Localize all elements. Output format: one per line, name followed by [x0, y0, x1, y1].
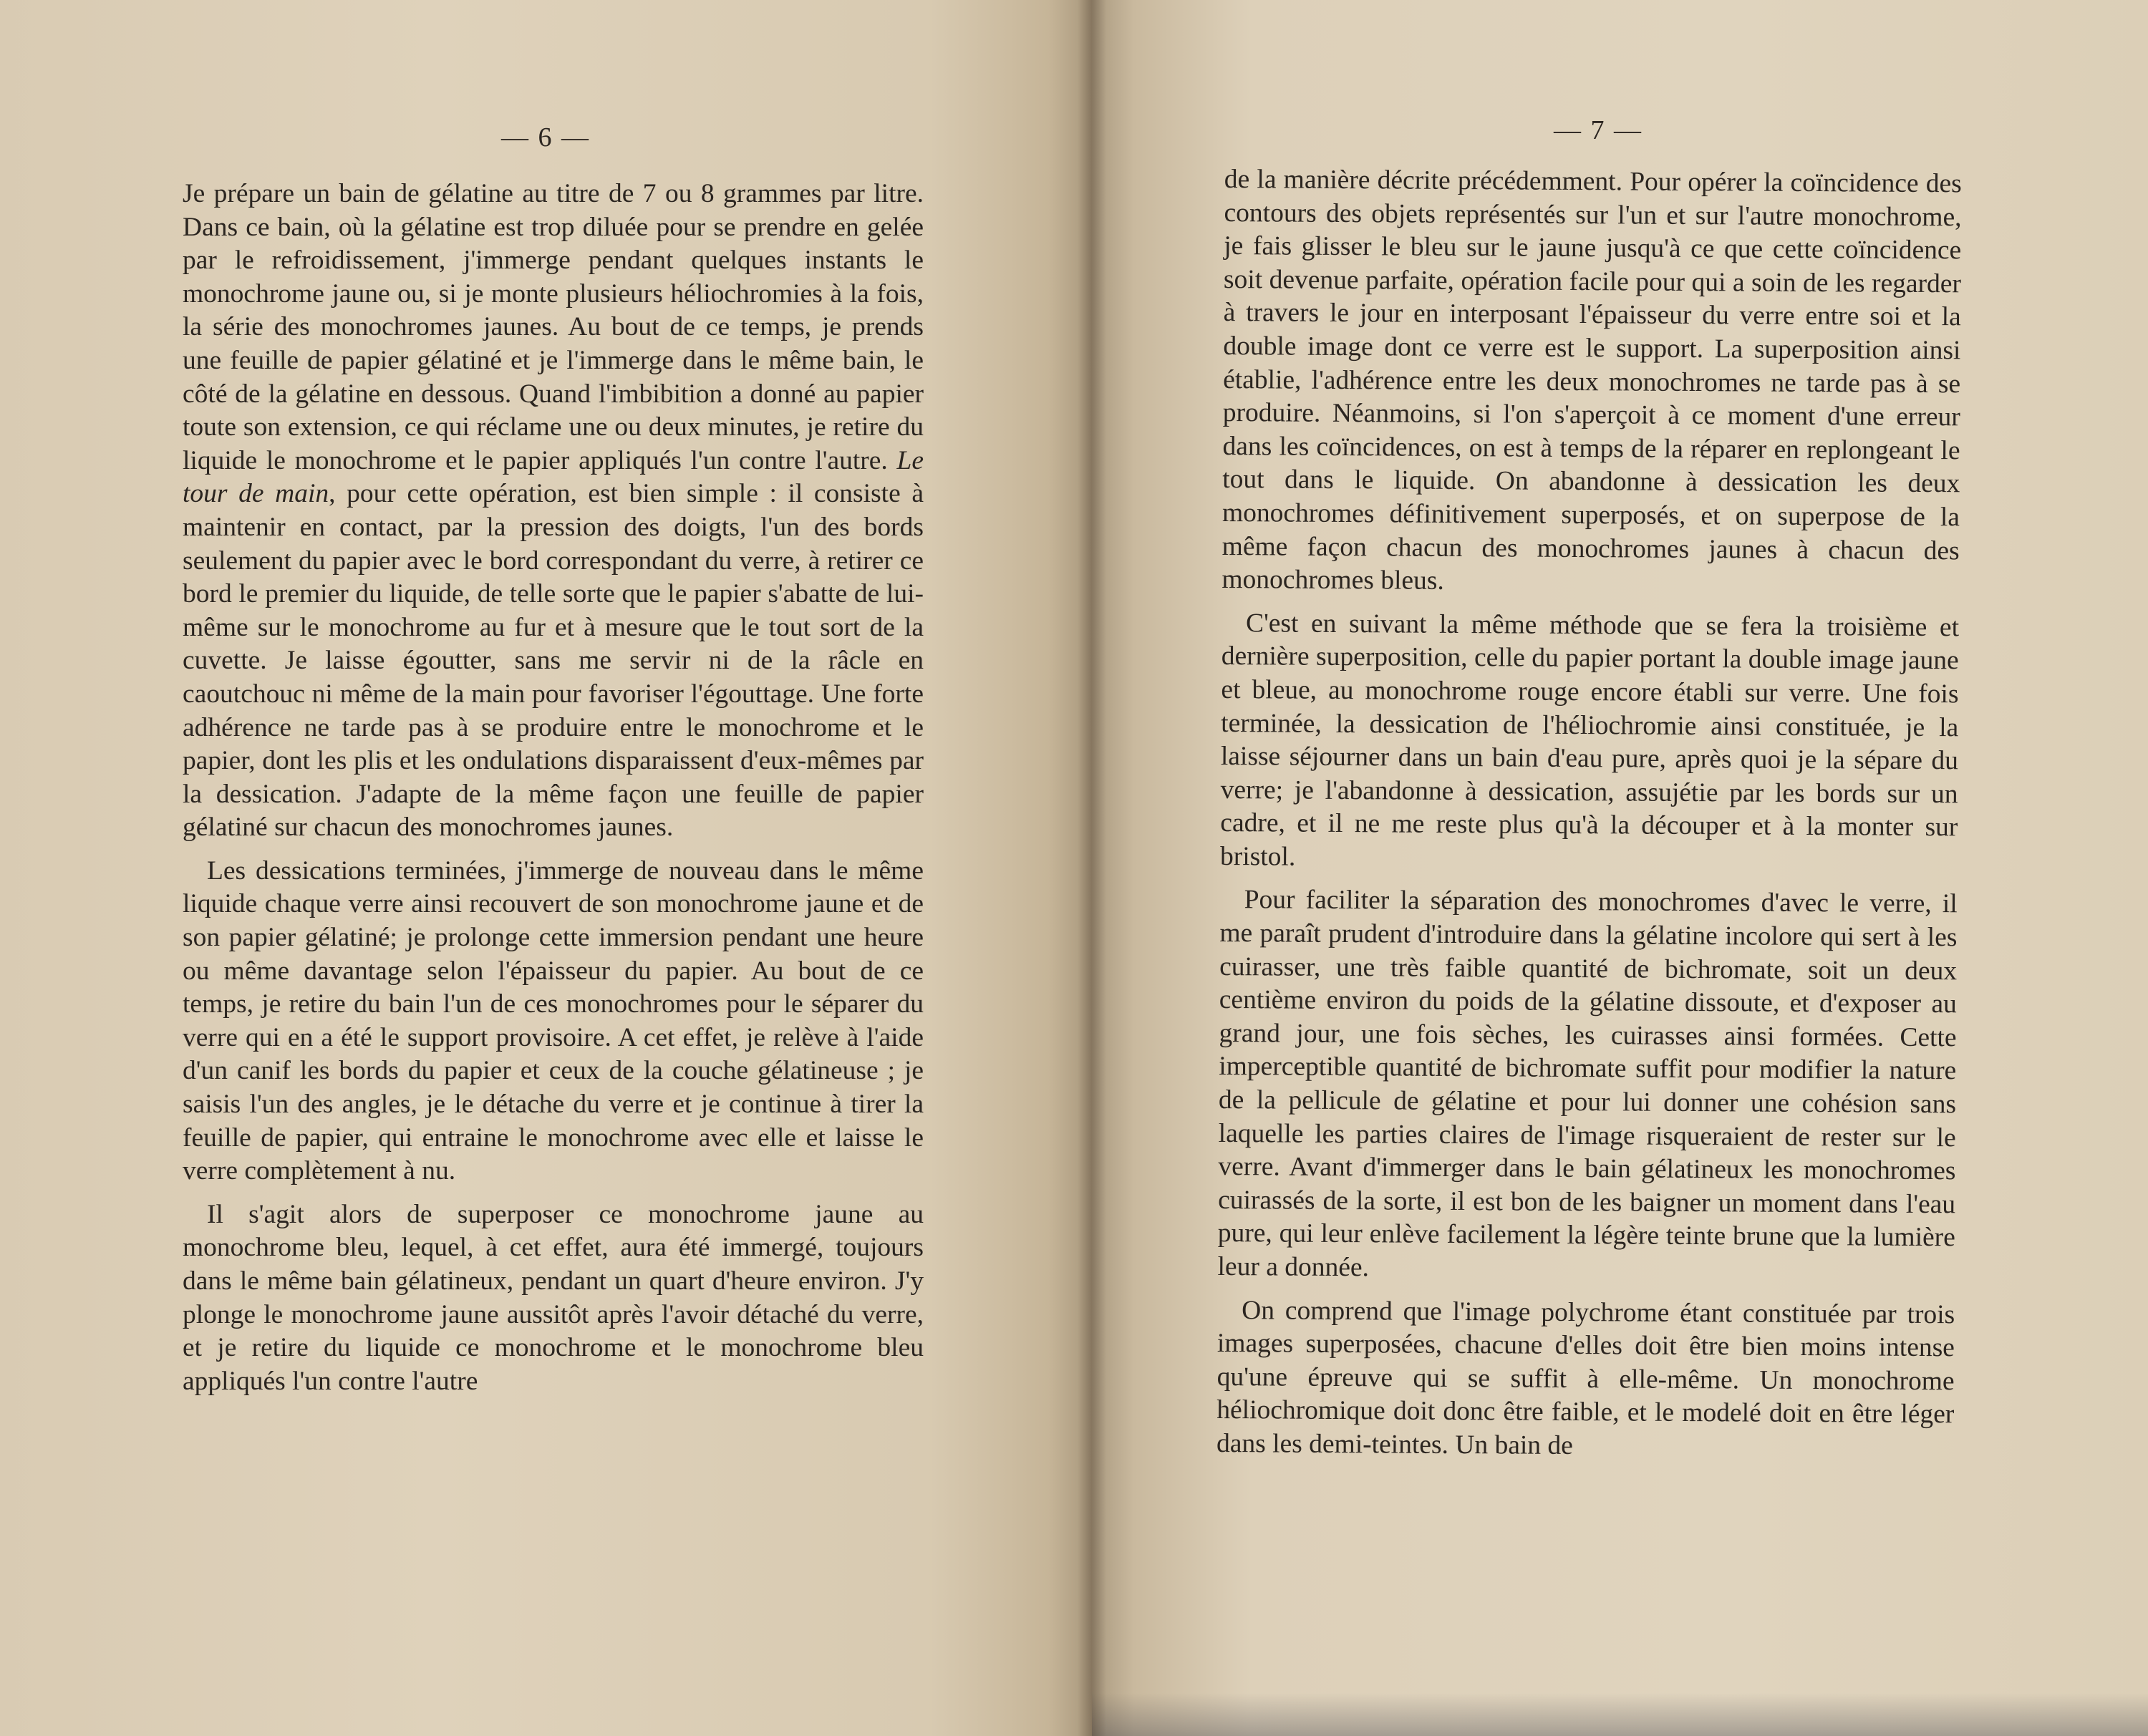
page-number: — 6 — — [501, 122, 590, 152]
body-text — [1216, 163, 1962, 1465]
page-number: — 7 — — [1554, 115, 1643, 145]
paragraph: de la manière décrite précédemment. Pour opérer la coïncidence des contours des objets représentés sur l'un et sur l'autre monochrome, je fais glisser le bleu sur le jaune jusqu'à ce que cette coïncidence soit devenue parfaite, opération facile pour qui a soin de les regarder à travers le jour en interposant l'épaisseur du verre entre soi et la double image dont ce verre est le support. La superposition ainsi établie, l'adhérence entre les deux monochromes ne tarde pas à se produire. Néanmoins, si l'on s'aperçoit à ce moment d'une erreur dans les coïncidences, on est à temps de la réparer en replongeant le tout dans le liquide. On abandonne à dessication les deux monochromes définitivement superposés, et on superpose de la même façon chacun des monochromes jaunes à chacun des monochromes bleus. — [1221, 164, 1962, 596]
text-run: Je prépare un bain de gélatine au titre de 7 ou 8 grammes par litre. Dans ce bain, où la gélatine est trop diluée pour se prendre en gelée par le refroidissement, j'immerge pendant quelques instants le monochrome jaune ou, si je monte plusieurs héliochromies à la fois, la série des monochromes jaunes. Au bout de ce temps, je prends une feuille de papier gélatiné et je l'immerge dans le même bain, le côté de la gélatine en dessous. Quand l'imbibition a donné au papier toute son extension, ce qui réclame une ou deux minutes, je retire du liquide le monochrome et le papier appliqués l'un contre l'autre. — [183, 179, 924, 475]
paragraph: On comprend que l'image polychrome étant constituée par trois images superposées, chacune d'elles doit être bien moins intense qu'une épreuve qui se suffit à elle-même. Un monochrome héliochromique doit donc être faible, et le modelé doit en être léger dans les demi-teintes. Un bain de — [1216, 1295, 1955, 1460]
book-gutter — [1078, 0, 1106, 1736]
paragraph: Pour faciliter la séparation des monochromes d'avec le verre, il me paraît prudent d'introduire dans la gélatine incolore qui sert à les cuirasser, une très faible quantité de bichromate, soit un deux centième environ du poids de la gélatine dissoute, et d'exposer au grand jour, une fois sèches, les cuirasses ainsi formées. Cette imperceptible quantité de bichromate suffit pour modifier la nature de la pellicule de gélatine et pour lui donner une cohésion sans laquelle les parties claires de l'image risqueraient de rester sur le verre. Avant d'immerger dans le bain gélatineux les monochromes cuirassés de la sorte, il est bon de les baigner un moment dans l'eau pure, qui leur enlève facilement la légère teinte brune que la lumière leur a donnée. — [1217, 885, 1958, 1283]
italic-phrase: Le tour de main — [183, 445, 924, 509]
paragraph: Les dessications terminées, j'immerge de nouveau dans le même liquide chaque verre ainsi recouvert de son monochrome jaune et de son papier gélatiné; je prolonge cette immersion pendant une heure ou même davantage selon l'épaisseur du papier. Au bout de ce temps, je retire du bain l'un de ces monochromes pour le séparer du verre qui en a été le support provisoire. A cet effet, je relève à l'aide d'un canif les bords du papier et ceux de la couche gélatineuse ; je saisis l'un des angles, je le détache du verre et je continue à tirer la feuille de papier, qui entraine le monochrome avec elle et laisse le verre complètement à nu. — [183, 855, 924, 1186]
body-text — [183, 178, 924, 1398]
paragraph — [183, 178, 924, 845]
paragraph: Il s'agit alors de superposer ce monochrome jaune au monochrome bleu, lequel, à cet effet, aura été immergé, toujours dans le même bain gélatineux, pendant un quart d'heure environ. J'y plonge le monochrome jaune aussitôt après l'avoir détaché du verre, et je retire du liquide ce monochrome et le monochrome bleu appliqués l'un contre l'autre — [183, 1199, 924, 1396]
right-page — [1092, 0, 2148, 1736]
paragraph: C'est en suivant la même méthode que se fera la troisième et dernière superposition, celle du papier portant la double image jaune et bleue, au monochrome rouge encore établi sur verre. Une fois terminée, la dessication de l'héliochromie ainsi constituée, je la laisse séjourner dans un bain d'eau pure, après quoi je la sépare du verre; je l'abandonne à dessication, assujétie par les bords sur un cadre, et il ne me reste plus qu'à la découper et à la monter sur bristol. — [1219, 608, 1960, 872]
text-run: , pour cette opération, est bien simple : il consiste à maintenir en contact, par la pression des doigts, l'un des bords seulement du papier avec le bord correspondant du verre, à retirer ce bord le premier du liquide, de telle sorte que le papier s'abatte de lui-même sur le monochrome au fur et à mesure que le tout sort de la cuvette. Je laisse égoutter, sans me servir ni de la râcle en caoutchouc ni même de la main pour favoriser l'égouttage. Une forte adhérence ne tarde pas à se produire entre le monochrome et le papier, dont les plis et les ondulations disparaissent d'eux-mêmes par la dessication. J'adapte de la même façon une feuille de papier gélatiné sur chacun des monochromes jaunes. — [183, 479, 924, 843]
